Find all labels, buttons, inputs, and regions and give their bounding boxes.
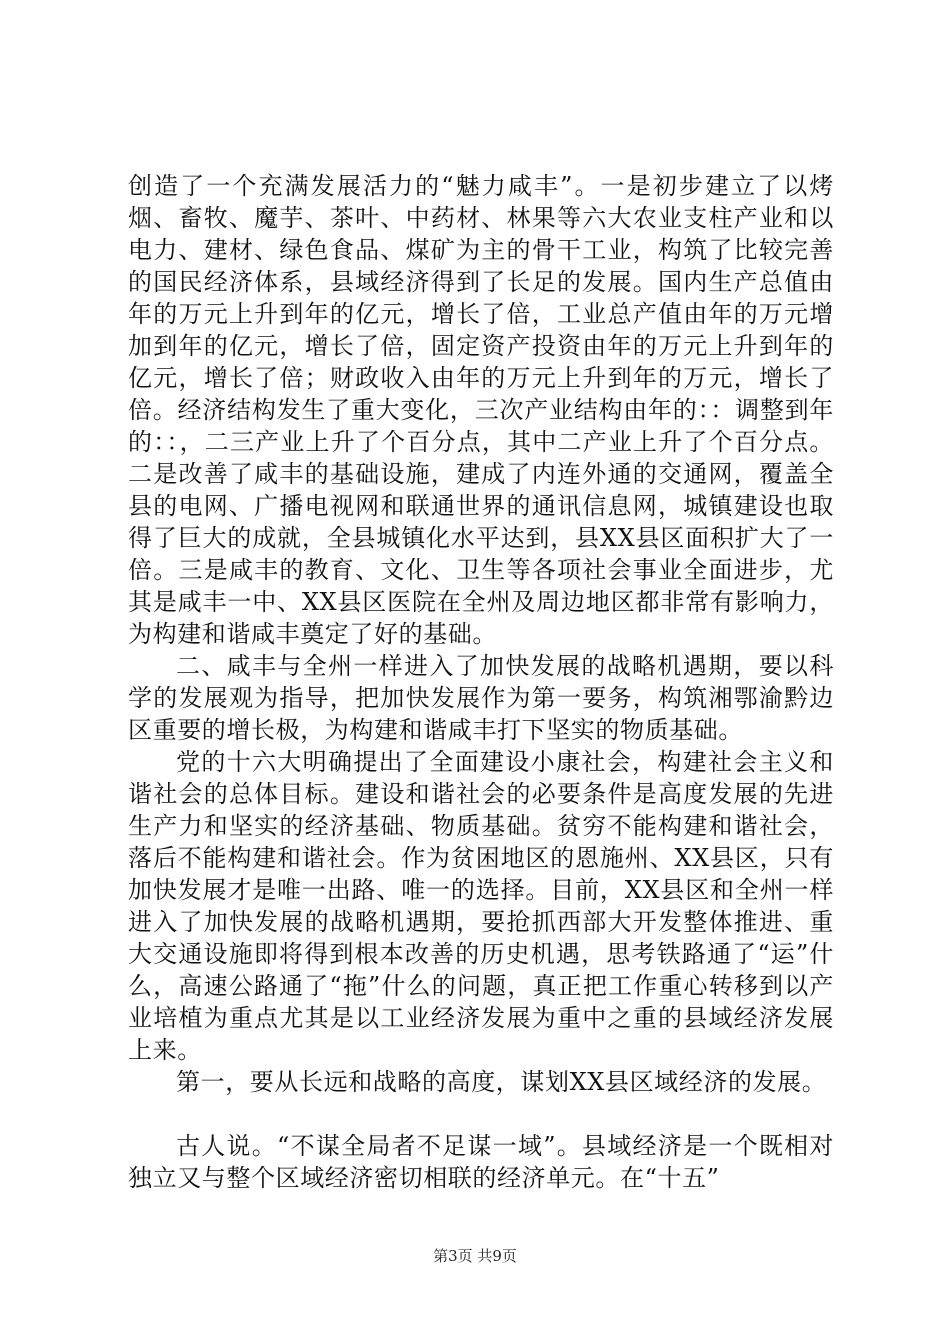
- paragraph-2: 二、咸丰与全州一样进入了加快发展的战略机遇期，要以科学的发展观为指导，把加快发展作为第一要务，构筑湘鄂渝黔边区重要的增长极，为构建和谐咸丰打下坚实的物质基础。: [128, 652, 834, 744]
- paragraph-3: 党的十六大明确提出了全面建设小康社会，构建社会主义和谐社会的总体目标。建设和谐社会的必要条件是高度发展的先进生产力和坚实的经济基础、物质基础。贫穷不能构建和谐社会，落后不能构建和谐社会。作为贫困地区的恩施州、XX县区，只有加快发展才是唯一出路、唯一的选择。目前，XX县区和全州一样进入了加快发展的战略机遇期，要抢抓西部大开发整体推进、重大交通设施即将得到根本改善的历史机遇，思考铁路通了“运”什么，高速公路通了“拖”什么的问题，真正把工作重心转移到以产业培植为重点尤其是以工业经济发展为重中之重的县域经济发展上来。: [128, 748, 834, 1064]
- document-body: [128, 170, 834, 1194]
- paragraph-5: 古人说。“不谋全局者不足谋一域”。县域经济是一个既相对独立又与整个区域经济密切相联的经济单元。在“十五”: [128, 1132, 834, 1192]
- page-footer: 第3页 共9页: [433, 1247, 517, 1265]
- paragraph-4: 第一，要从长远和战略的高度，谋划XX县区域经济的发展。: [176, 1068, 827, 1096]
- paragraph-1: 创造了一个充满发展活力的“魅力咸丰”。一是初步建立了以烤烟、畜牧、魔芋、茶叶、中药材、林果等六大农业支柱产业和以电力、建材、绿色食品、煤矿为主的骨干工业，构筑了比较完善的国民经济体系，县域经济得到了长足的发展。国内生产总值由年的万元上升到年的亿元，增长了倍，工业总产值由年的万元增加到年的亿元，增长了倍，固定资产投资由年的万元上升到年的亿元，增长了倍；财政收入由年的万元上升到年的万元，增长了倍。经济结构发生了重大变化，三次产业结构由年的：：调整到年的：：，二三产业上升了个百分点，其中二产业上升了个百分点。二是改善了咸丰的基础设施，建成了内连外通的交通网，覆盖全县的电网、广播电视网和联通世界的通讯信息网，城镇建设也取得了巨大的成就，全县城镇化水平达到，县XX县区面积扩大了一倍。三是咸丰的教育、文化、卫生等各项社会事业全面进步，尤其是咸丰一中、XX县区医院在全州及周边地区都非常有影响力，为构建和谐咸丰奠定了好的基础。: [128, 172, 834, 648]
